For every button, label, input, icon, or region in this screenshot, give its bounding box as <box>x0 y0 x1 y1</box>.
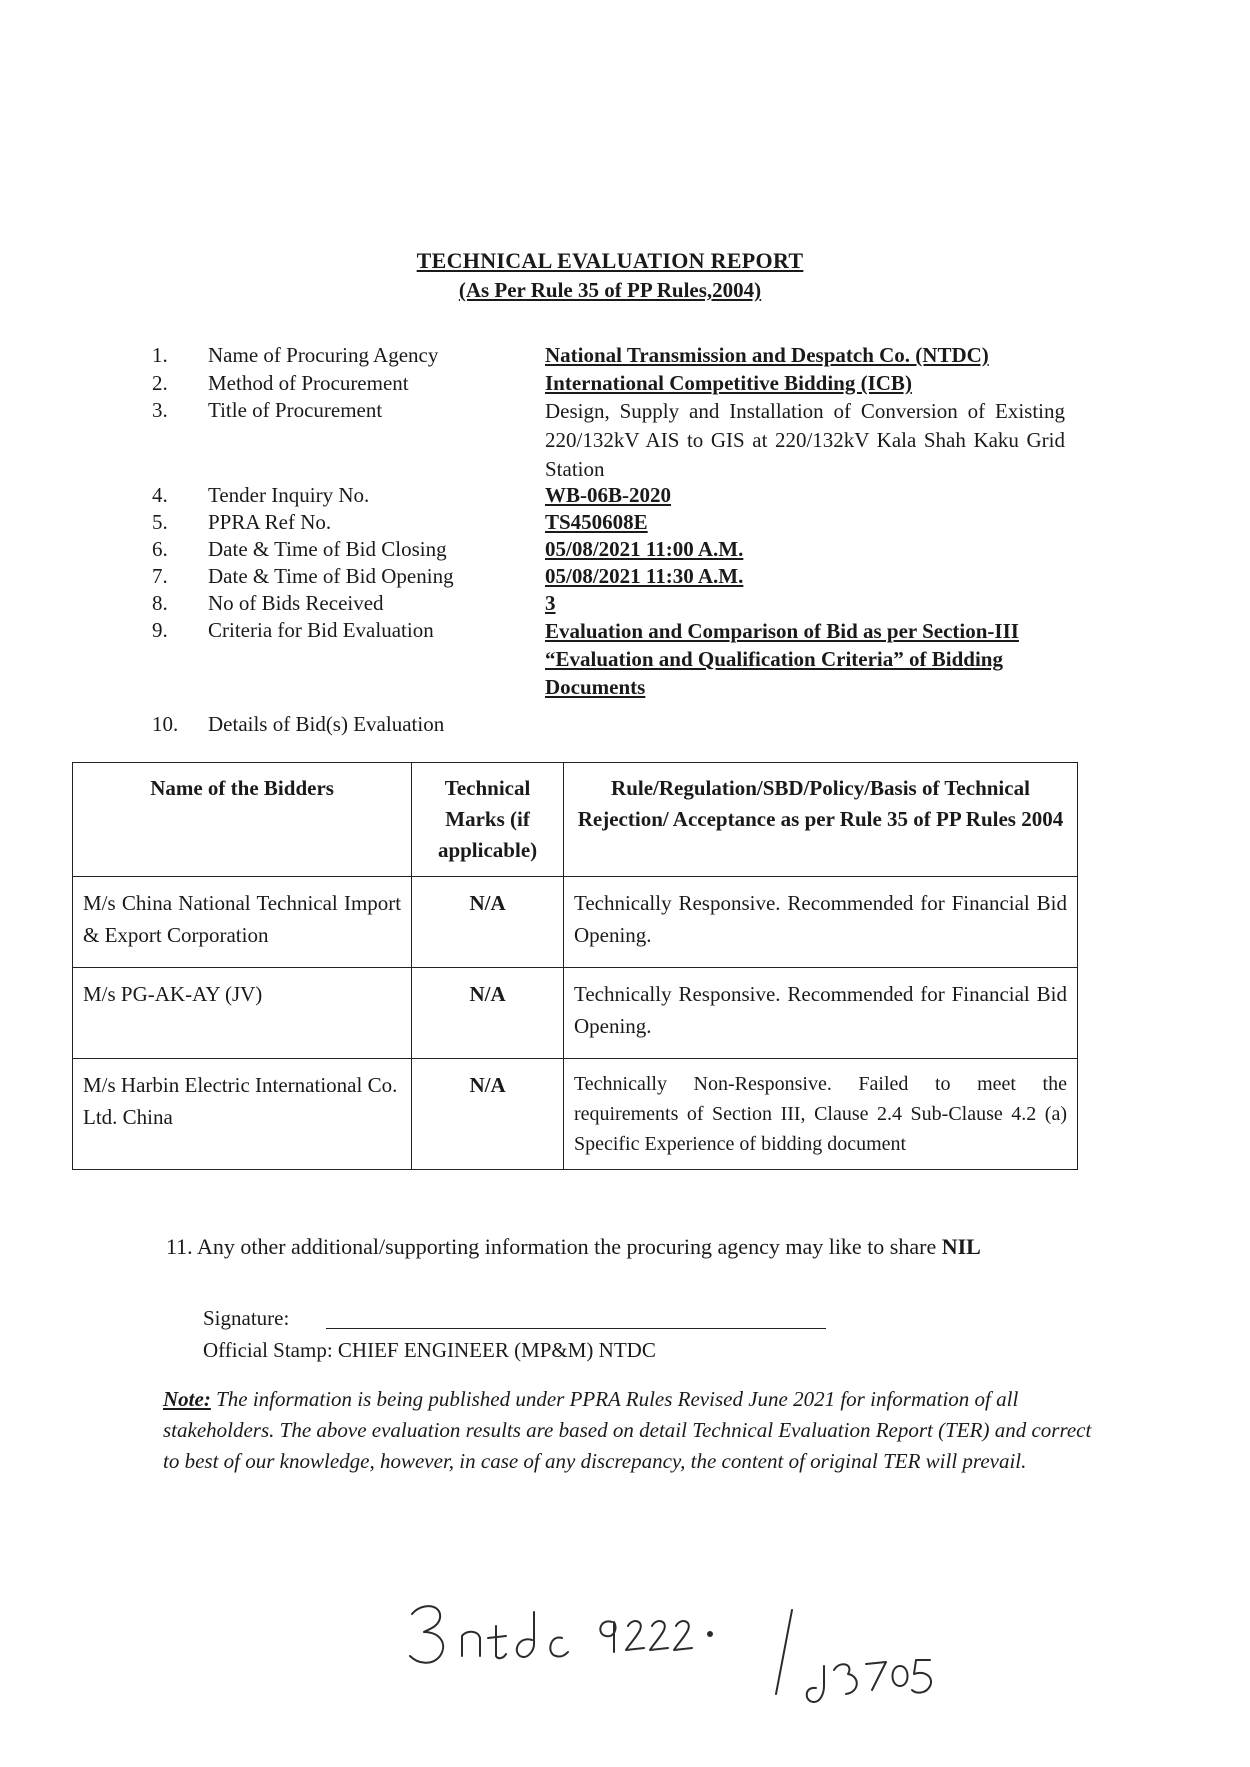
item-number: 5. <box>152 510 168 534</box>
column-header-bidders: Name of the Bidders <box>73 763 412 877</box>
item-number: 1. <box>152 343 168 367</box>
column-header-basis: Rule/Regulation/SBD/Policy/Basis of Technical Rejection/ Acceptance as per Rule 35 of PP Rules 2004 <box>563 763 1077 877</box>
table-row <box>73 877 1078 968</box>
technical-marks: N/A <box>412 877 564 968</box>
technical-marks: N/A <box>412 1059 564 1170</box>
bidder-name: M/s Harbin Electric International Co. Ltd. China <box>73 1059 412 1170</box>
item-label: Name of Procuring Agency <box>208 343 439 367</box>
official-stamp: Official Stamp: CHIEF ENGINEER (MP&M) NTDC <box>203 1338 656 1362</box>
table-row <box>73 968 1078 1059</box>
item-value: TS450608E <box>545 510 648 534</box>
item-number: 6. <box>152 537 168 561</box>
item-label: Tender Inquiry No. <box>208 483 370 507</box>
note-text: The information is being published under PPRA Rules Revised June 2021 for information of all stakeholders. The above evaluation results are based on detail Technical Evaluation Report (TER) and correct to best of our knowledge, however, in case of any discrepancy, the content of original TER will prevail. <box>163 1387 1092 1473</box>
evaluation-basis: Technically Responsive. Recommended for Financial Bid Opening. <box>563 877 1077 968</box>
item-number: 10. <box>152 712 179 736</box>
item-number: 7. <box>152 564 168 588</box>
item-label: Details of Bid(s) Evaluation <box>208 712 445 736</box>
signature-label: Signature: <box>203 1306 290 1330</box>
report-title: TECHNICAL EVALUATION REPORT <box>416 248 804 273</box>
item-value: Design, Supply and Installation of Conversion of Existing 220/132kV AIS to GIS at 220/132kV Kala Shah Kaku Grid Station <box>545 399 1065 481</box>
signature-line <box>326 1328 826 1329</box>
item-label: Criteria for Bid Evaluation <box>208 618 434 642</box>
bidder-name: M/s PG-AK-AY (JV) <box>73 968 412 1059</box>
item-value: 05/08/2021 11:00 A.M. <box>545 537 744 561</box>
item-label: Date & Time of Bid Closing <box>208 537 447 561</box>
item-value: 05/08/2021 11:30 A.M. <box>545 564 744 588</box>
additional-information <box>166 1234 981 1260</box>
item-number: 4. <box>152 483 168 507</box>
item-label: Method of Procurement <box>208 371 409 395</box>
report-subtitle: (As Per Rule 35 of PP Rules,2004) <box>458 278 762 302</box>
evaluation-basis: Technically Responsive. Recommended for Financial Bid Opening. <box>563 968 1077 1059</box>
note-paragraph <box>163 1384 1098 1477</box>
table-row <box>73 1059 1078 1170</box>
bidder-name: M/s China National Technical Import & Export Corporation <box>73 877 412 968</box>
technical-marks: N/A <box>412 968 564 1059</box>
item-value: WB-06B-2020 <box>545 483 671 507</box>
item-number: 8. <box>152 591 168 615</box>
additional-information-text: 11. Any other additional/supporting information the procuring agency may like to share <box>166 1234 937 1259</box>
item-label: No of Bids Received <box>208 591 384 615</box>
item-number: 3. <box>152 398 168 422</box>
additional-information-value: NIL <box>941 1234 981 1259</box>
item-label: Title of Procurement <box>208 398 383 422</box>
item-value: Evaluation and Comparison of Bid as per Section-III “Evaluation and Qualification Criteria” of Bidding Documents <box>545 619 1019 699</box>
handwritten-annotation <box>400 1586 1040 1716</box>
bid-evaluation-table <box>72 762 1078 1170</box>
column-header-marks: Technical Marks (if applicable) <box>412 763 564 877</box>
item-value: 3 <box>545 591 556 615</box>
table-header-row <box>73 763 1078 877</box>
evaluation-basis: Technically Non-Responsive. Failed to meet the requirements of Section III, Clause 2.4 Sub-Clause 4.2 (a) Specific Experience of bidding document <box>563 1059 1077 1170</box>
item-label: Date & Time of Bid Opening <box>208 564 454 588</box>
item-value: International Competitive Bidding (ICB) <box>545 371 912 395</box>
item-value: National Transmission and Despatch Co. (NTDC) <box>545 343 989 367</box>
item-number: 9. <box>152 618 168 642</box>
note-label: Note: <box>163 1387 211 1411</box>
item-number: 2. <box>152 371 168 395</box>
item-label: PPRA Ref No. <box>208 510 332 534</box>
